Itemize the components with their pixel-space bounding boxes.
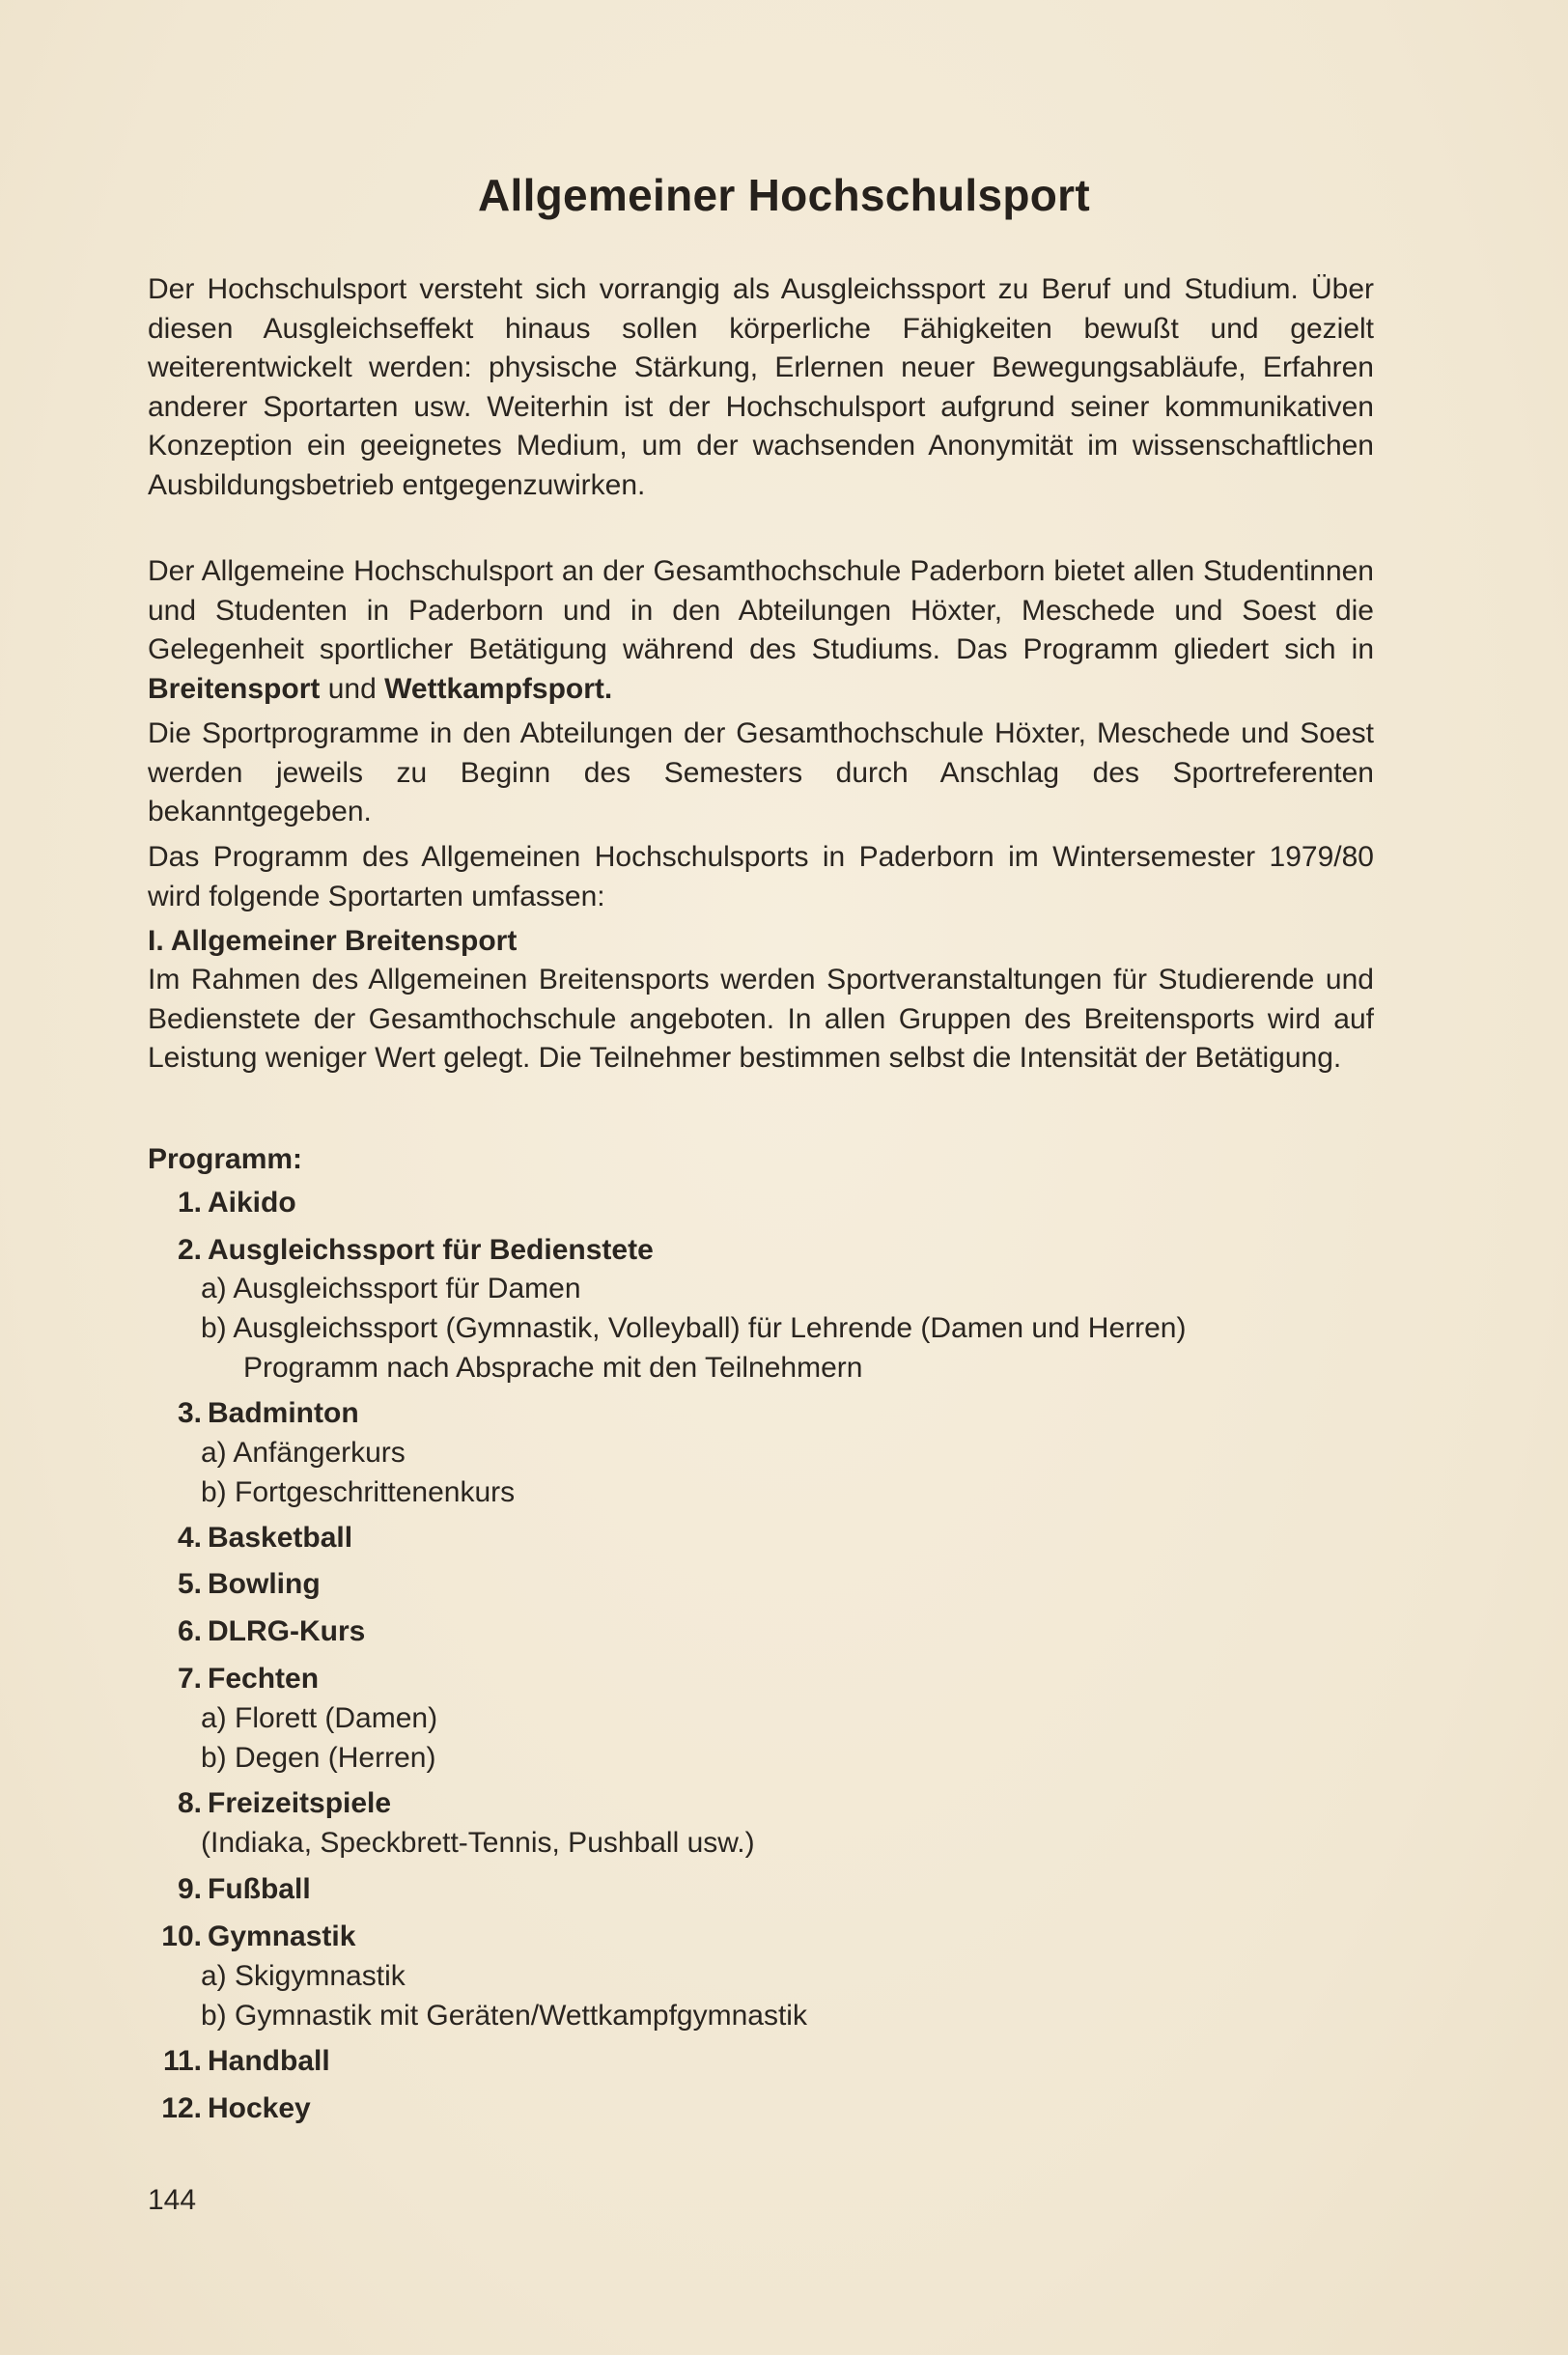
program-label: Programm: xyxy=(148,1143,303,1175)
list-item xyxy=(148,1873,311,1906)
sub-item: a) Skigymnastik xyxy=(201,1960,406,1992)
list-item xyxy=(148,1522,352,1555)
departments-paragraph: Die Sportprogramme in den Abteilungen der Gesamthochschule Höxter, Meschede und Soest werden jeweils zu Beginn des Semesters durch Anschlag des Sportreferenten bekanntgegeben. xyxy=(148,717,1374,827)
item-title: Handball xyxy=(208,2045,330,2077)
sub-item: b) Degen (Herren) xyxy=(201,1742,436,1774)
sub-item: b) Ausgleichssport (Gymnastik, Volleyball) für Lehrende (Damen und Herren) xyxy=(201,1312,1187,1344)
list-item xyxy=(148,2045,330,2078)
sub-item: a) Anfängerkurs xyxy=(201,1437,406,1469)
program-intro-paragraph: Das Programm des Allgemeinen Hochschulsports in Paderborn im Wintersemester 1979/80 wird folgende Sportarten umfassen: xyxy=(148,841,1374,912)
sub-item: a) Ausgleichssport für Damen xyxy=(201,1273,581,1304)
list-item xyxy=(148,1787,391,1820)
item-number: 5. xyxy=(177,1568,202,1600)
item-title: Fechten xyxy=(208,1663,320,1695)
item-number: 10. xyxy=(161,1920,202,1952)
page-title: Allgemeiner Hochschulsport xyxy=(477,170,1091,220)
item-title: Basketball xyxy=(208,1522,353,1554)
item-number: 1. xyxy=(177,1187,202,1219)
list-item xyxy=(148,1234,654,1267)
intro-paragraph: Der Hochschulsport versteht sich vorrangig als Ausgleichssport zu Beruf und Studium. Über diesen Ausgleichseffekt hinaus sollen körperliche Fähigkeiten bewußt und gezielt weiterentwickelt werden: physische Stärkung, Erlernen neuer Bewegungsabläufe, Erfahren anderer Sportarten usw. Weiterhin ist der Hochschulsport aufgrund seiner kommunikativen Konzeption ein geeignetes Medium, um der wachsenden Anonymität im wissenschaftlichen Ausbildungsbetrieb entgegenzuwirken. xyxy=(148,273,1374,501)
item-title: Fußball xyxy=(208,1873,311,1905)
list-item xyxy=(148,1615,365,1648)
sub-item: b) Gymnastik mit Geräten/Wettkampfgymnastik xyxy=(201,2000,807,2032)
item-title: Ausgleichssport für Bedienstete xyxy=(208,1234,654,1266)
list-item xyxy=(148,1187,296,1220)
list-item xyxy=(148,1397,359,1430)
item-number: 9. xyxy=(177,1873,202,1905)
item-title: Badminton xyxy=(208,1397,359,1429)
item-title: Aikido xyxy=(208,1187,296,1219)
program-list xyxy=(148,0,1374,2355)
breitensport-term: Breitensport xyxy=(148,672,321,705)
list-item xyxy=(148,2092,311,2125)
page-number: 144 xyxy=(148,2184,197,2216)
sub-item: a) Florett (Damen) xyxy=(201,1702,438,1734)
list-item xyxy=(148,1663,319,1696)
item-title: Hockey xyxy=(208,2092,311,2124)
paderborn-paragraph-text: Der Allgemeine Hochschulsport an der Gesamthochschule Paderborn bietet allen Studentinnen und Studenten in Paderborn und in den Abteilungen Höxter, Meschede und Soest die Gelegenheit sportlicher Betätigung während des Studiums. Das Programm gliedert sich in xyxy=(148,555,1374,665)
list-item xyxy=(148,1568,321,1601)
item-number: 6. xyxy=(177,1615,202,1647)
item-number: 2. xyxy=(177,1234,202,1266)
item-number: 4. xyxy=(177,1522,202,1554)
item-number: 7. xyxy=(177,1663,202,1695)
paderborn-paragraph-joiner: und xyxy=(320,672,385,705)
item-number: 3. xyxy=(177,1397,202,1429)
breitensport-paragraph: Im Rahmen des Allgemeinen Breitensports werden Sportveranstaltungen für Studierende und Bedienstete der Gesamthochschule angeboten. In allen Gruppen des Breitensports wird auf Leistung weniger Wert gelegt. Die Teilnehmer bestimmen selbst die Intensität der Betätigung. xyxy=(148,964,1374,1074)
item-title: DLRG-Kurs xyxy=(208,1615,366,1647)
item-number: 8. xyxy=(177,1787,202,1819)
section-heading: I. Allgemeiner Breitensport xyxy=(148,925,518,957)
list-item xyxy=(148,1920,355,1953)
item-title: Freizeitspiele xyxy=(208,1787,392,1819)
item-number: 11. xyxy=(162,2045,202,2077)
sub-item-note: Programm nach Absprache mit den Teilnehmern xyxy=(243,1352,863,1384)
sub-item-note: (Indiaka, Speckbrett-Tennis, Pushball usw.) xyxy=(201,1827,755,1859)
item-title: Gymnastik xyxy=(208,1920,356,1952)
wettkampfsport-term: Wettkampfsport. xyxy=(384,672,613,705)
item-number: 12. xyxy=(161,2092,202,2124)
item-title: Bowling xyxy=(208,1568,321,1600)
sub-item: b) Fortgeschrittenenkurs xyxy=(201,1476,516,1508)
